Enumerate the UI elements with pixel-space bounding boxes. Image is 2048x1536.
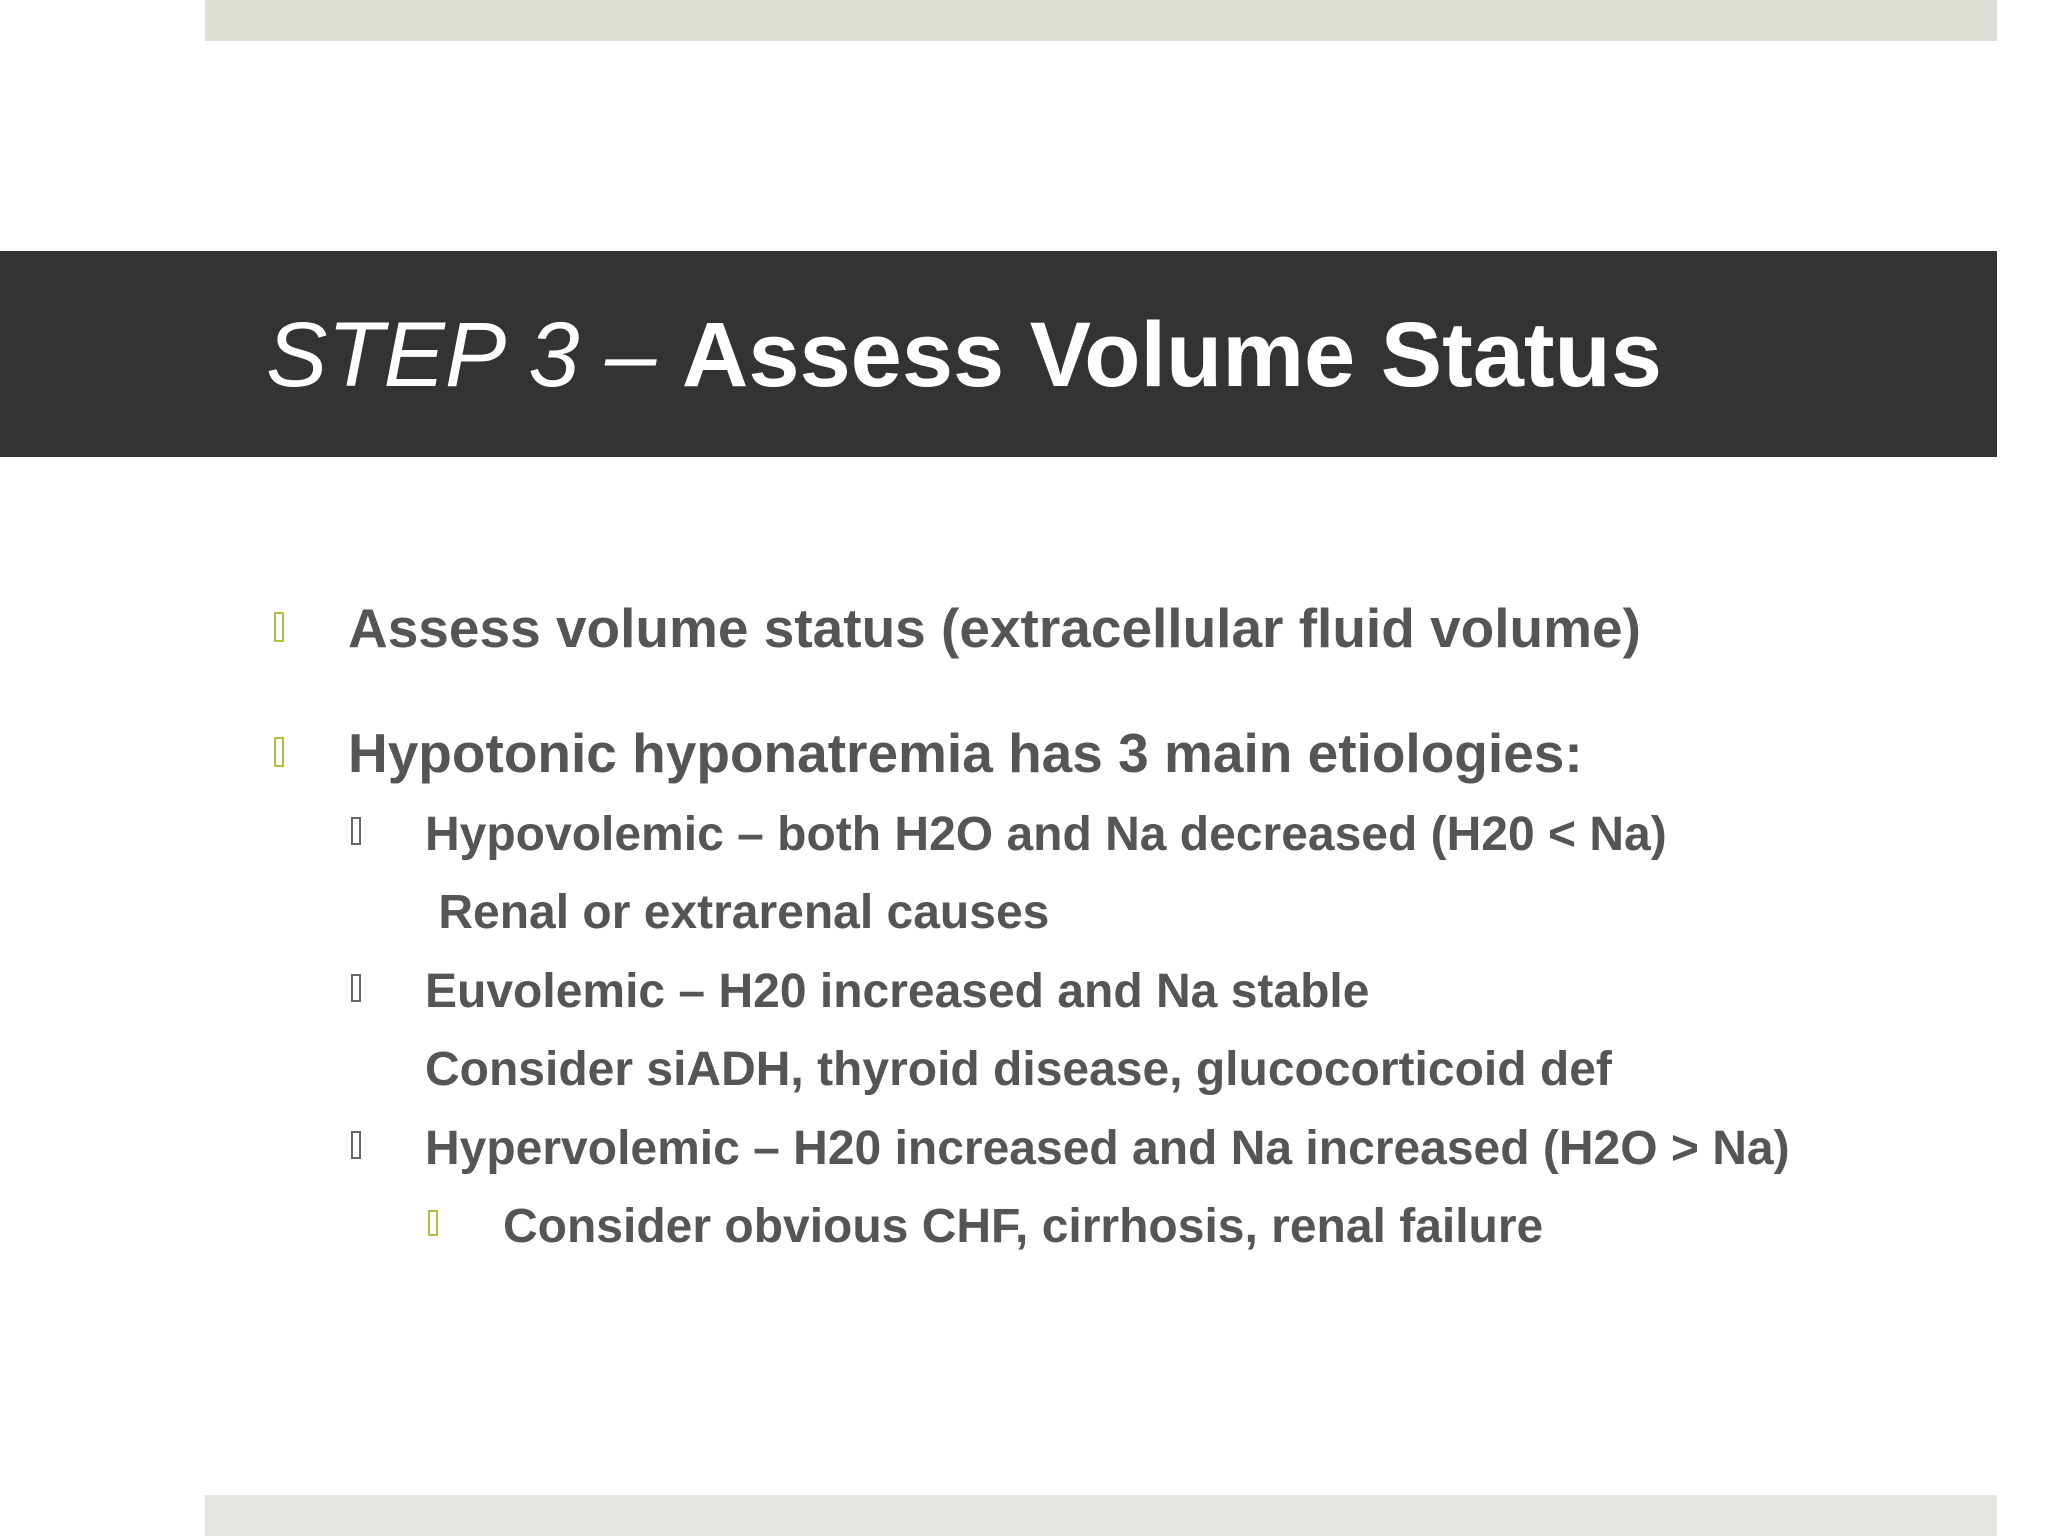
sub-bullet-hypovolemic: Hypovolemic – both H2O and Na decreased (H20 < Na) xyxy=(425,808,1667,861)
bottom-decorative-bar xyxy=(205,1495,1997,1536)
slide-title xyxy=(266,300,1662,410)
sub-bullet-marker-icon xyxy=(351,974,361,1002)
title-main: Assess Volume Status xyxy=(681,304,1662,406)
sub-bullet-euvolemic: Euvolemic – H20 increased and Na stable xyxy=(425,965,1370,1018)
sub-bullet-marker-icon xyxy=(351,1131,361,1159)
sub-bullet-hypervolemic: Hypervolemic – H20 increased and Na increased (H2O > Na) xyxy=(425,1122,1790,1175)
top-decorative-bar xyxy=(205,0,1997,41)
bullet-marker-icon xyxy=(274,612,284,642)
title-prefix: STEP 3 – xyxy=(266,304,682,406)
bullet-marker-icon xyxy=(274,737,284,767)
sub-bullet-marker-icon xyxy=(351,817,361,845)
bullet-1: Assess volume status (extracellular fluid volume) xyxy=(348,597,1641,659)
bullet-2: Hypotonic hyponatremia has 3 main etiologies: xyxy=(348,722,1583,784)
sub-sub-bullet-marker-icon xyxy=(428,1210,438,1236)
sub-sub-bullet-causes: Consider obvious CHF, cirrhosis, renal failure xyxy=(503,1200,1544,1253)
sub-bullet-euvolemic-note: Consider siADH, thyroid disease, glucocorticoid def xyxy=(425,1043,1612,1096)
sub-bullet-hypovolemic-note: Renal or extrarenal causes xyxy=(425,886,1050,939)
